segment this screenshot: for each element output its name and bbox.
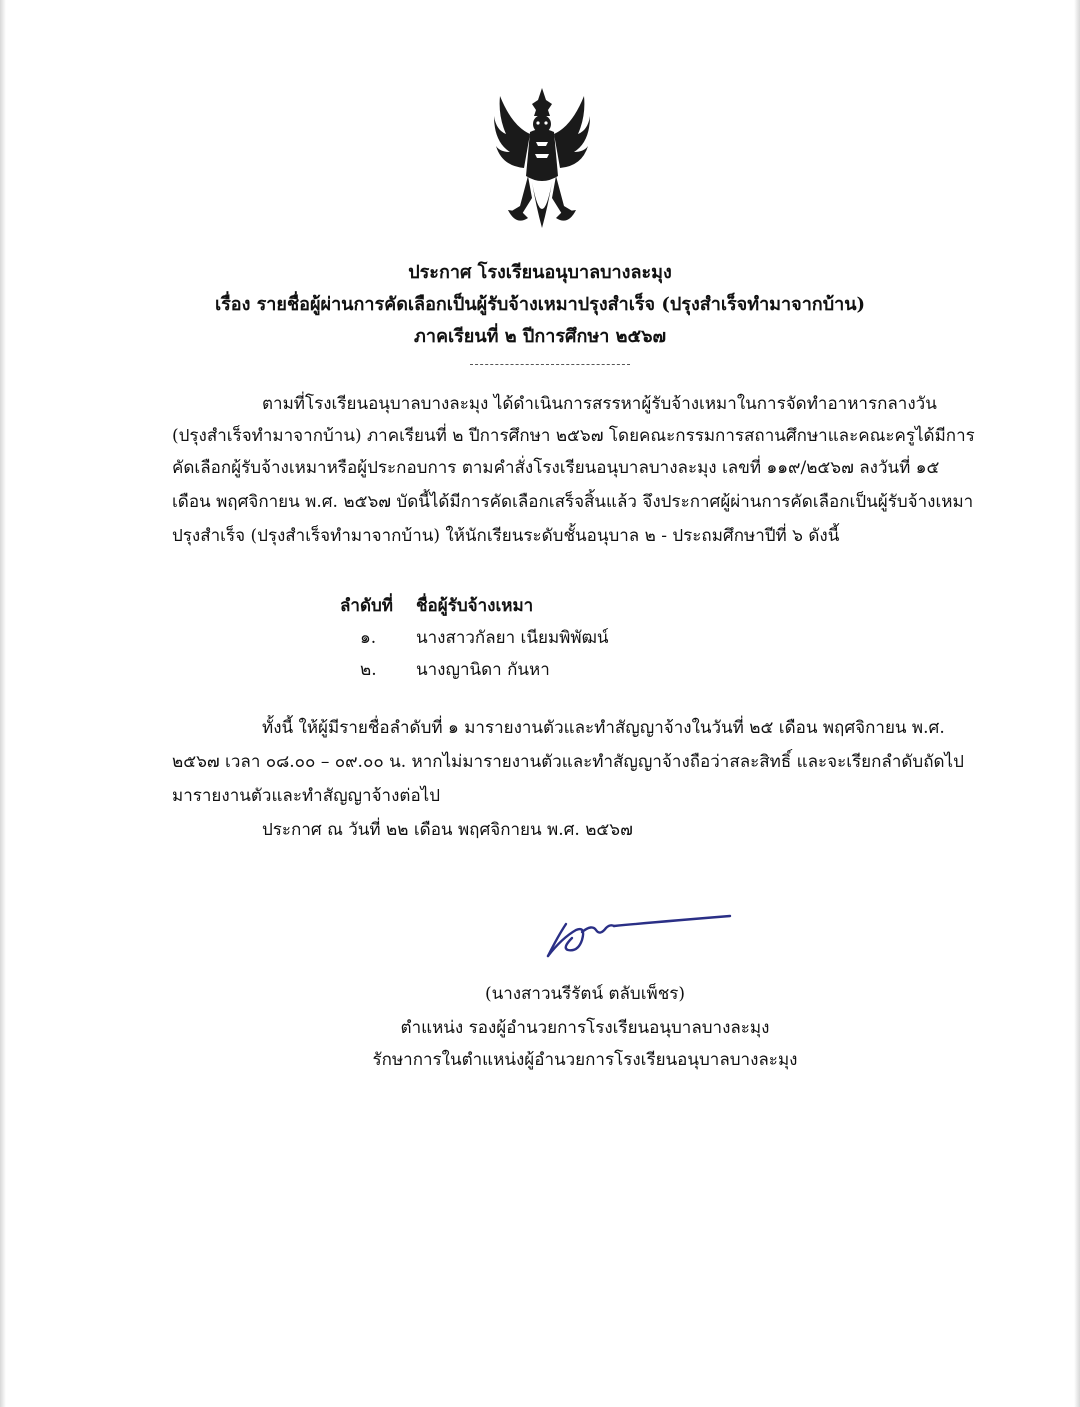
signatory-acting-position: รักษาการในตำแหน่งผู้อำนวยการโรงเรียนอนุบาลบางละมุง (372, 1050, 798, 1070)
paragraph-line: ทั้งนี้ ให้ผู้มีรายชื่อลำดับที่ ๑ มารายงานตัวและทำสัญญาจ้างในวันที่ ๒๕ เดือน พฤศจิกายน พ.ศ. (262, 718, 945, 738)
announcement-subject: เรื่อง รายชื่อผู้ผ่านการคัดเลือกเป็นผู้รับจ้างเหมาปรุงสำเร็จ (ปรุงสำเร็จทำมาจากบ้าน) (214, 294, 866, 315)
list-item-name: นางญานิดา กันหา (416, 660, 550, 680)
list-header-order: ลำดับที่ (340, 596, 394, 616)
paragraph-line: (ปรุงสำเร็จทำมาจากบ้าน) ภาคเรียนที่ ๒ ปีการศึกษา ๒๕๖๗ โดยคณะกรรมการสถานศึกษาและคณะครูได้มีการ (172, 426, 975, 446)
handwritten-signature (536, 906, 736, 968)
list-item-number: ๑. (360, 628, 377, 648)
paragraph-line: ๒๕๖๗ เวลา ๐๘.๐๐ – ๐๙.๐๐ น. หากไม่มารายงานตัวและทำสัญญาจ้างถือว่าสละสิทธิ์ และจะเรียกลำดับถัดไป (172, 752, 964, 772)
garuda-emblem-icon (492, 86, 592, 238)
paragraph-line: คัดเลือกผู้รับจ้างเหมาหรือผู้ประกอบการ ตามคำสั่งโรงเรียนอนุบาลบางละมุง เลขที่ ๑๑๙/๒๕๖๗ ลงวันที่ ๑๕ (172, 458, 940, 478)
signatory-position: ตำแหน่ง รองผู้อำนวยการโรงเรียนอนุบาลบางละมุง (400, 1018, 770, 1038)
list-item-name: นางสาวกัลยา เนียมพิพัฒน์ (416, 628, 609, 648)
header-divider (470, 364, 630, 365)
paragraph-line: ปรุงสำเร็จ (ปรุงสำเร็จทำมาจากบ้าน) ให้นักเรียนระดับชั้นอนุบาล ๒ - ประถมศึกษาปีที่ ๖ ดังนี้ (172, 526, 840, 546)
paragraph-line: มารายงานตัวและทำสัญญาจ้างต่อไป (172, 786, 440, 806)
page-edge-left (0, 0, 6, 1407)
announce-date: ประกาศ ณ วันที่ ๒๒ เดือน พฤศจิกายน พ.ศ. ๒๕๖๗ (262, 820, 633, 840)
signatory-name: (นางสาวนรีรัตน์ ตลับเพ็ชร) (484, 984, 686, 1004)
list-item-number: ๒. (360, 660, 377, 680)
list-header-name: ชื่อผู้รับจ้างเหมา (416, 596, 534, 616)
announcement-term: ภาคเรียนที่ ๒ ปีการศึกษา ๒๕๖๗ (413, 326, 667, 347)
announcement-title: ประกาศ โรงเรียนอนุบาลบางละมุง (408, 262, 672, 283)
page-edge-right (1074, 0, 1080, 1407)
paragraph-line: ตามที่โรงเรียนอนุบาลบางละมุง ได้ดำเนินการสรรหาผู้รับจ้างเหมาในการจัดทำอาหารกลางวัน (262, 394, 937, 414)
paragraph-line: เดือน พฤศจิกายน พ.ศ. ๒๕๖๗ บัดนี้ได้มีการคัดเลือกเสร็จสิ้นแล้ว จึงประกาศผู้ผ่านการคัดเลือกเป็นผู้รับจ้างเหมา (172, 492, 974, 512)
